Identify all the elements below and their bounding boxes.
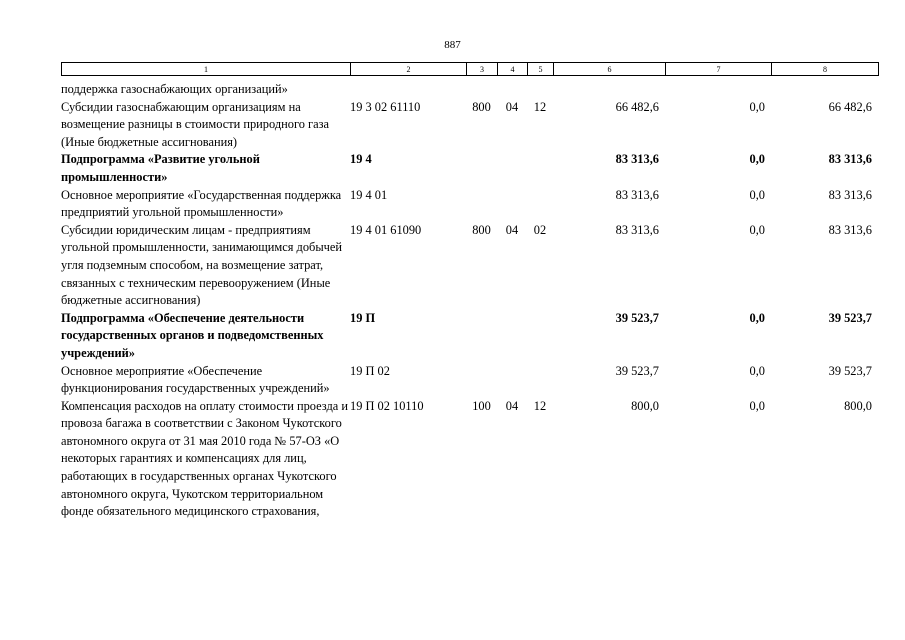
cell-total: 83 313,6 [828, 152, 872, 167]
cell-subsection [527, 363, 553, 398]
cell-change: 0,0 [749, 222, 765, 237]
header-col-4: 4 [498, 63, 528, 76]
cell-code: 19 4 01 61090 [350, 222, 422, 237]
cell-code: 19 П 02 10110 [350, 398, 424, 413]
cell-type: 800 [472, 99, 491, 114]
cell-change: 0,0 [749, 99, 765, 114]
cell-subsection [527, 151, 553, 186]
cell-type [466, 187, 497, 222]
table-header [61, 62, 879, 76]
cell-amount: 39 523,7 [615, 363, 659, 378]
cell-description: Основное мероприятие «Государственная поддержка предприятий угольной промышленности» [61, 187, 342, 220]
cell-change [665, 81, 771, 99]
cell-change: 0,0 [749, 187, 765, 202]
cell-section: 04 [505, 99, 519, 114]
cell-section: 04 [505, 222, 519, 237]
header-col-3: 3 [467, 63, 498, 76]
cell-type [466, 151, 497, 186]
header-col-6: 6 [554, 63, 666, 76]
cell-section [497, 187, 527, 222]
cell-section [497, 310, 527, 363]
cell-total [771, 81, 878, 99]
table-row [61, 310, 878, 363]
cell-section [497, 81, 527, 99]
budget-table [61, 81, 878, 521]
cell-code: 19 П [350, 310, 376, 325]
cell-change: 0,0 [749, 398, 765, 413]
cell-subsection: 12 [533, 398, 547, 413]
cell-description: Подпрограмма «Обеспечение деятельности государственных органов и подведомственных учреждений» [61, 310, 324, 360]
cell-amount: 83 313,6 [615, 187, 659, 202]
cell-total: 800,0 [844, 398, 872, 413]
cell-subsection [527, 81, 553, 99]
page-number: 887 [444, 39, 461, 51]
cell-amount: 39 523,7 [615, 310, 659, 325]
cell-description: Субсидии юридическим лицам - предприятиям угольной промышленности, занимающимся добычей угля подземным способом, на возмещение затрат, связанных с техническим перевооружением (Иные бюджетные ассигнования) [61, 222, 343, 308]
header-col-1: 1 [62, 63, 351, 76]
table-row [61, 187, 878, 222]
cell-amount: 83 313,6 [615, 152, 659, 167]
cell-description: Компенсация расходов на оплату стоимости проезда и провоза багажа в соответствии с Законом Чукотского автономного округа от 31 мая 2010 года № 57-ОЗ «О некоторых гарантиях и компенсациях для лиц, работающих в государственных органах Чукотского автономного округа, Чукотском территориальном фонде обязательного медицинского страхования, [61, 398, 349, 519]
cell-subsection: 12 [533, 99, 547, 114]
cell-description: Основное мероприятие «Обеспечение функционирования государственных учреждений» [61, 363, 330, 396]
header-col-2: 2 [351, 63, 467, 76]
cell-total: 83 313,6 [828, 187, 872, 202]
table-row [61, 363, 878, 398]
cell-code: 19 4 [350, 152, 372, 167]
cell-amount [553, 81, 665, 99]
cell-section [497, 363, 527, 398]
header-col-8: 8 [772, 63, 879, 76]
table-row [61, 398, 878, 521]
cell-amount: 83 313,6 [615, 222, 659, 237]
cell-section: 04 [505, 398, 519, 413]
table-row [61, 81, 878, 99]
cell-description: Субсидии газоснабжающим организациям на возмещение разницы в стоимости природного газа (Иные бюджетные ассигнования) [61, 99, 330, 149]
cell-description: Подпрограмма «Развитие угольной промышленности» [61, 152, 260, 184]
header-col-5: 5 [528, 63, 554, 76]
table-row [61, 222, 878, 310]
cell-subsection [527, 187, 553, 222]
cell-total: 83 313,6 [828, 222, 872, 237]
cell-total: 66 482,6 [828, 99, 872, 114]
cell-code: 19 3 02 61110 [350, 99, 421, 114]
cell-type [466, 81, 497, 99]
cell-change: 0,0 [749, 310, 765, 325]
cell-amount: 66 482,6 [615, 99, 659, 114]
cell-change: 0,0 [749, 363, 765, 378]
cell-amount: 800,0 [631, 398, 659, 413]
cell-total: 39 523,7 [828, 363, 872, 378]
table-row [61, 99, 878, 152]
cell-code [350, 81, 466, 99]
cell-section [497, 151, 527, 186]
cell-type [466, 310, 497, 363]
table-row [61, 151, 878, 186]
cell-type: 100 [472, 398, 491, 413]
cell-type: 800 [472, 222, 491, 237]
cell-description: поддержка газоснабжающих организаций» [61, 82, 288, 96]
cell-type [466, 363, 497, 398]
header-col-7: 7 [666, 63, 772, 76]
cell-total: 39 523,7 [828, 310, 872, 325]
cell-code: 19 П 02 [350, 363, 390, 378]
cell-change: 0,0 [749, 152, 765, 167]
cell-subsection: 02 [533, 222, 547, 237]
cell-code: 19 4 01 [350, 187, 388, 202]
cell-subsection [527, 310, 553, 363]
